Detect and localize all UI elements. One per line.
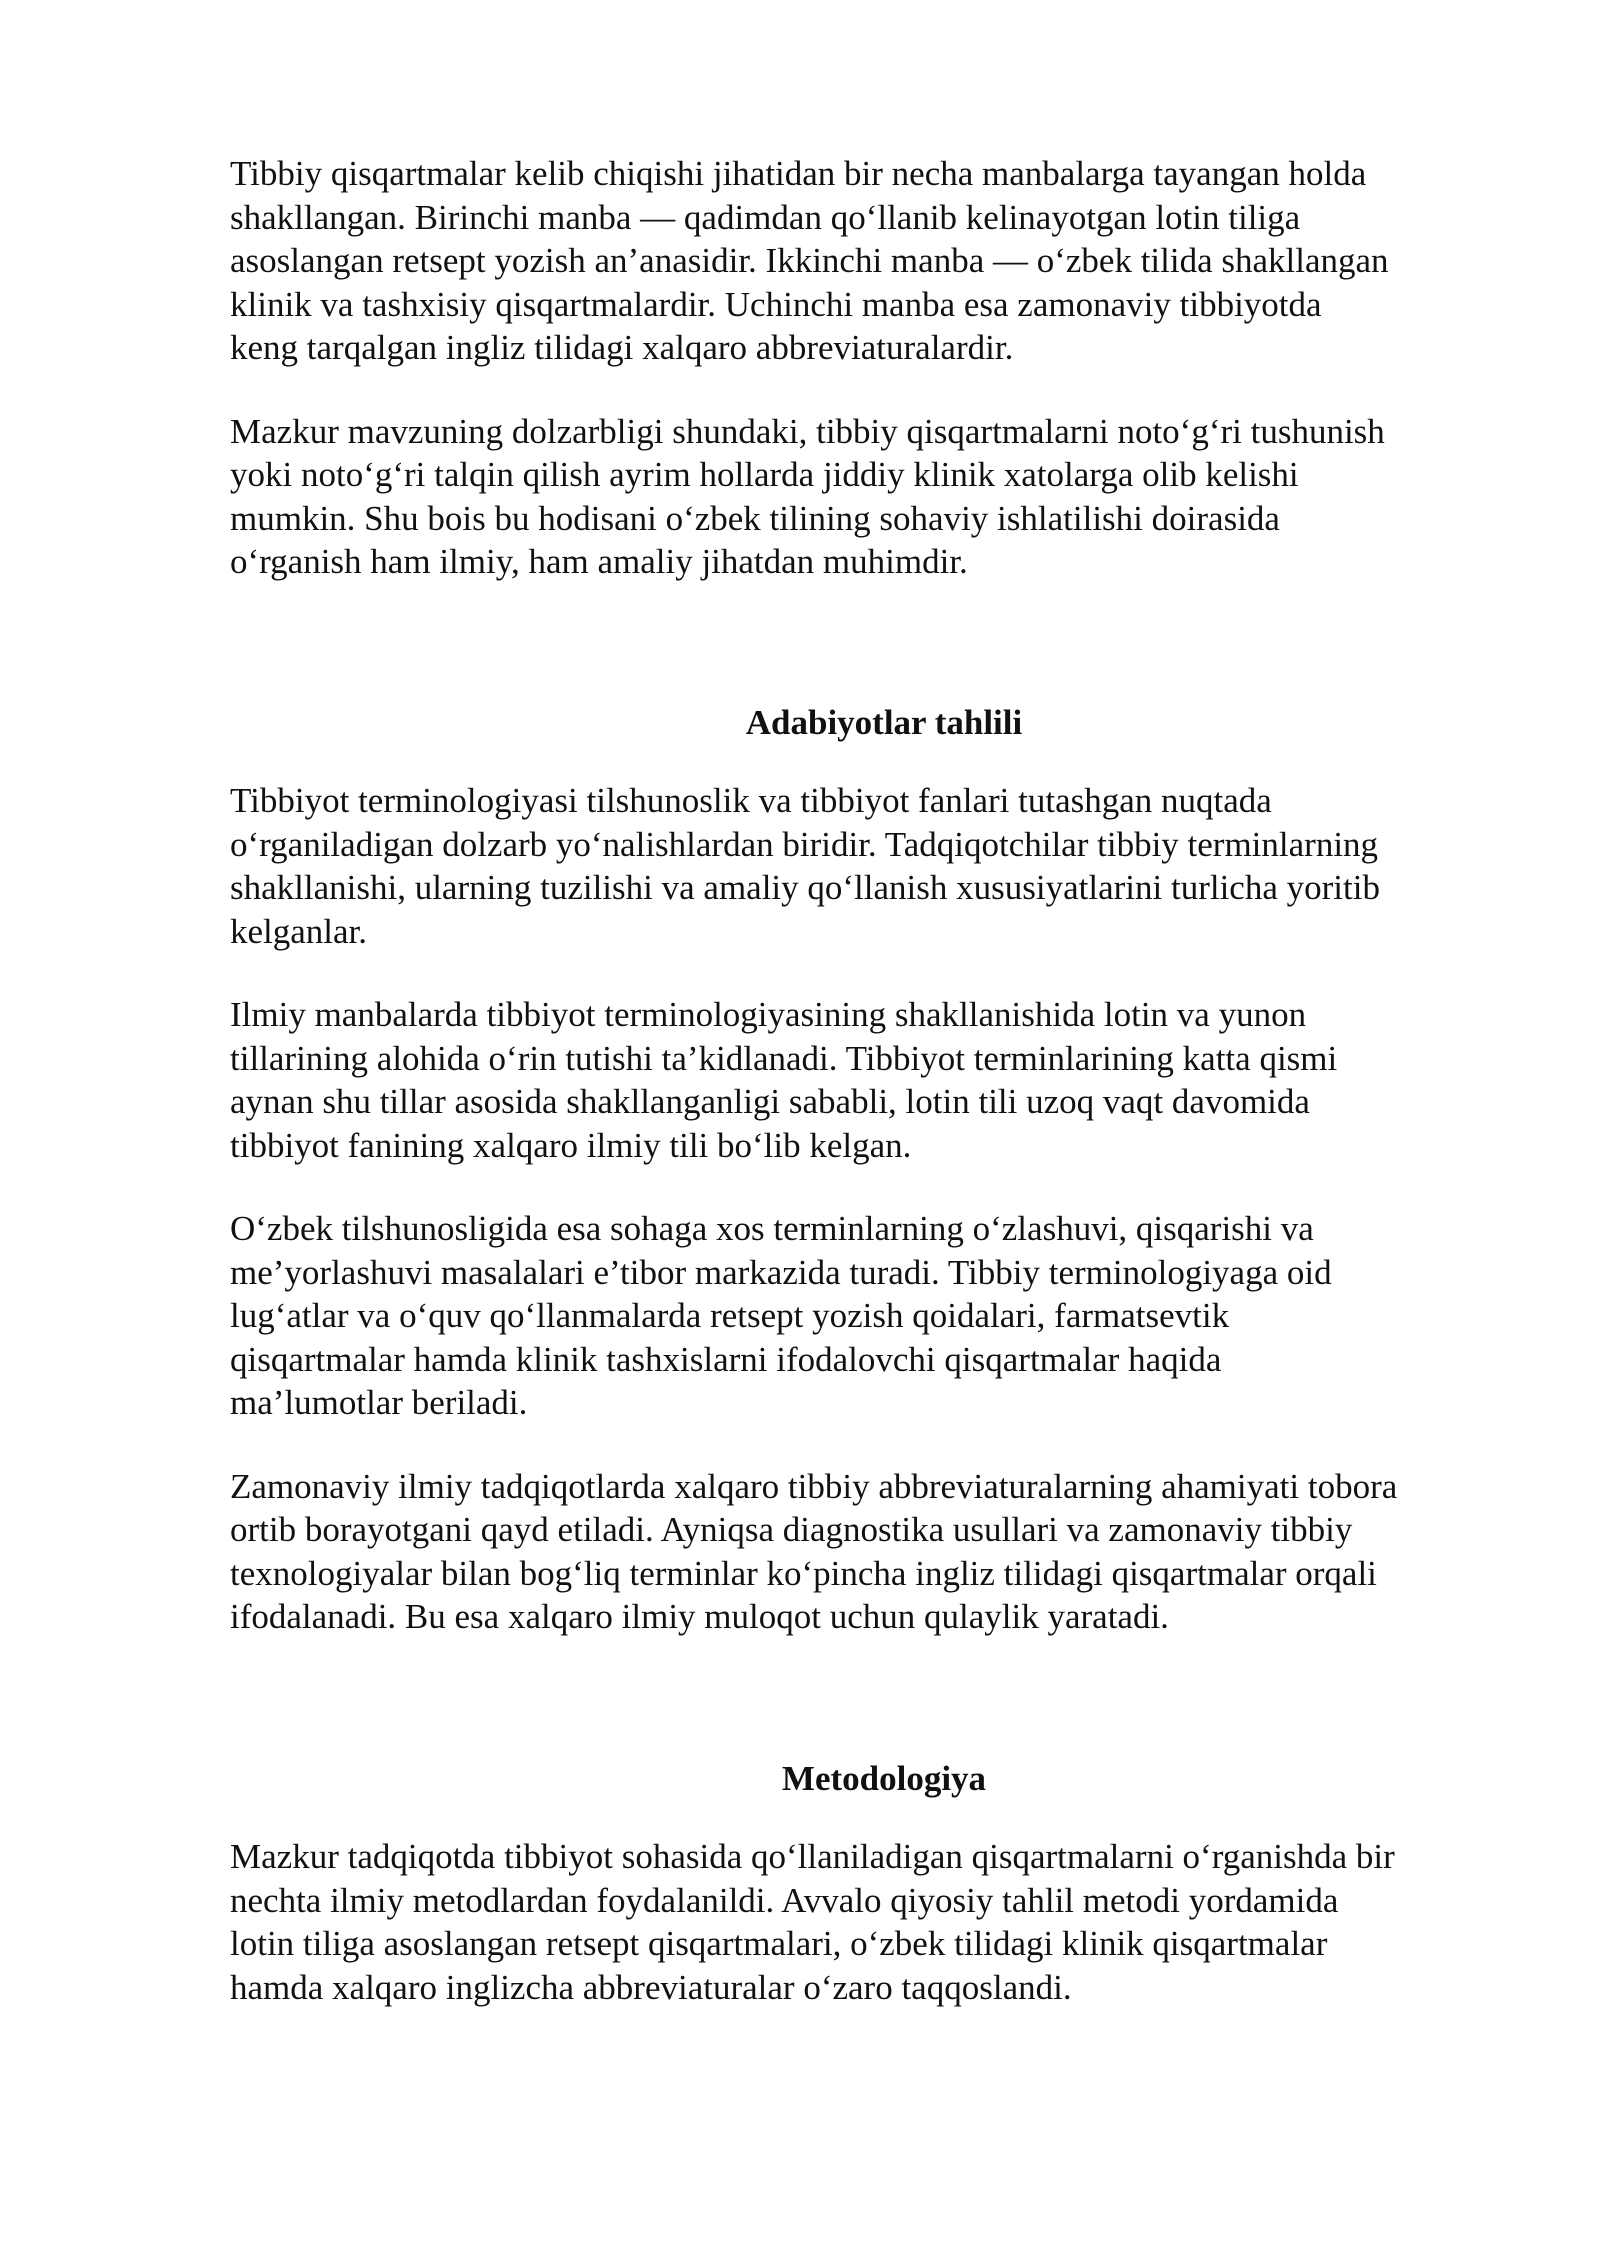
text-line: Zamonaviy ilmiy tadqiqotlarda xalqaro tibbiy abbreviaturalarning ahamiyati tobora [230, 1466, 1398, 1506]
text-line: nechta ilmiy metodlardan foydalanildi. Avvalo qiyosiy tahlil metodi yordamida [230, 1880, 1339, 1920]
text-line: ma’lumotlar beriladi. [230, 1383, 528, 1422]
literature-paragraph-1 [230, 779, 1510, 953]
text-line: shakllangan. Birinchi manba — qadimdan qoʻllanib kelinayotgan lotin tiliga [230, 197, 1301, 237]
text-line: klinik va tashxisiy qisqartmalardir. Uchinchi manba esa zamonaviy tibbiyotda [230, 284, 1322, 324]
intro-paragraph-1 [230, 152, 1510, 370]
text-line: Tibbiyot terminologiyasi tilshunoslik va tibbiyot fanlari tutashgan nuqtada [230, 781, 1272, 820]
text-line: Tibbiy qisqartmalar kelib chiqishi jihatidan bir necha manbalarga tayangan holda [230, 154, 1367, 193]
text-line: lotin tiliga asoslangan retsept qisqartmalari, oʻzbek tilidagi klinik qisqartmalar [230, 1924, 1328, 1963]
text-line: ifodalanadi. Bu esa xalqaro ilmiy muloqot uchun qulaylik yaratadi. [230, 1597, 1169, 1636]
text-line: mumkin. Shu bois bu hodisani oʻzbek tilining sohaviy ishlatilishi doirasida [230, 498, 1280, 538]
text-line: lugʻatlar va oʻquv qoʻllanmalarda retsept yozish qoidalari, farmatsevtik [230, 1296, 1230, 1335]
section-heading-literature: Adabiyotlar tahlili [745, 702, 1023, 742]
text-line: asoslangan retsept yozish an’anasidir. Ikkinchi manba — oʻzbek tilida shakllangan [230, 241, 1389, 280]
methodology-paragraph-1 [230, 1835, 1510, 2009]
text-line: oʻrganish ham ilmiy, ham amaliy jihatdan muhimdir. [230, 542, 968, 581]
text-line: qisqartmalar hamda klinik tashxislarni ifodalovchi qisqartmalar haqida [230, 1339, 1222, 1379]
text-line: tillarining alohida oʻrin tutishi ta’kidlanadi. Tibbiyot terminlarining katta qismi [230, 1038, 1338, 1078]
text-line: ortib borayotgani qayd etiladi. Ayniqsa diagnostika usullari va zamonaviy tibbiy [230, 1510, 1353, 1549]
literature-paragraph-3 [230, 1207, 1510, 1425]
text-line: oʻrganiladigan dolzarb yoʻnalishlardan biridir. Tadqiqotchilar tibbiy terminlarning [230, 824, 1379, 864]
section-heading-methodology: Metodologiya [781, 1758, 987, 1798]
text-line: Oʻzbek tilshunosligida esa sohaga xos terminlarning oʻzlashuvi, qisqarishi va [230, 1209, 1314, 1248]
text-line: Mazkur tadqiqotda tibbiyot sohasida qoʻllaniladigan qisqartmalarni oʻrganishda bir [230, 1837, 1395, 1876]
literature-paragraph-2 [230, 993, 1510, 1167]
text-line: yoki notoʻgʻri talqin qilish ayrim hollarda jiddiy klinik xatolarga olib kelishi [230, 455, 1299, 494]
text-line: kelganlar. [230, 911, 368, 951]
text-line: keng tarqalgan ingliz tilidagi xalqaro abbreviaturalardir. [230, 328, 1014, 367]
text-line: texnologiyalar bilan bogʻliq terminlar koʻpincha ingliz tilidagi qisqartmalar orqali [230, 1553, 1377, 1593]
text-line: shakllanishi, ularning tuzilishi va amaliy qoʻllanish xususiyatlarini turlicha yoritib [230, 868, 1380, 907]
text-line: aynan shu tillar asosida shakllanganligi sababli, lotin tili uzoq vaqt davomida [230, 1082, 1310, 1121]
text-line: me’yorlashuvi masalalari e’tibor markazida turadi. Tibbiy terminologiyaga oid [230, 1252, 1332, 1292]
text-line: hamda xalqaro inglizcha abbreviaturalar oʻzaro taqqoslandi. [230, 1967, 1072, 2007]
text-line: Mazkur mavzuning dolzarbligi shundaki, tibbiy qisqartmalarni notoʻgʻri tushunish [230, 411, 1385, 451]
intro-paragraph-2 [230, 410, 1510, 584]
text-line: Ilmiy manbalarda tibbiyot terminologiyasining shakllanishida lotin va yunon [230, 995, 1307, 1034]
literature-paragraph-4 [230, 1465, 1510, 1639]
document-body [230, 152, 1510, 2009]
text-line: tibbiyot fanining xalqaro ilmiy tili boʻlib kelgan. [230, 1125, 912, 1165]
